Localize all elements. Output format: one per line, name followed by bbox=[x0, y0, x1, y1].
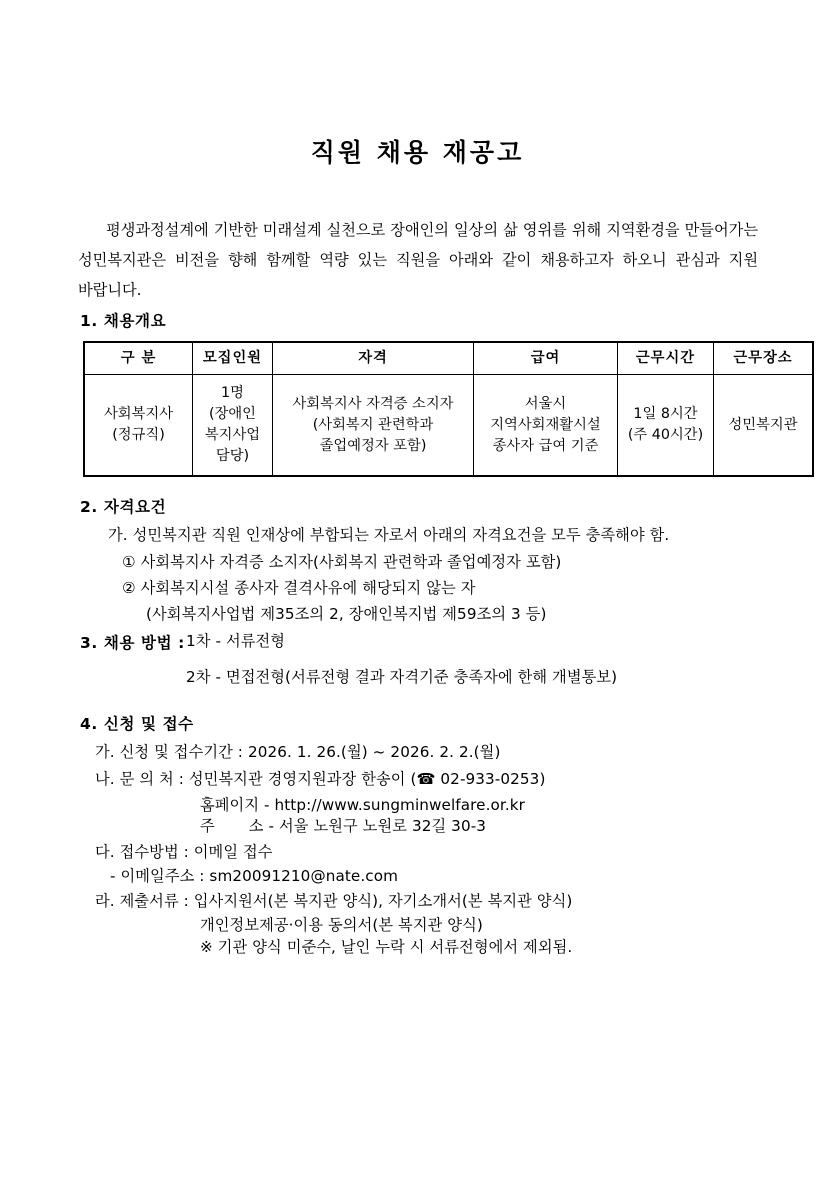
table-header-inwon: 모집인원 bbox=[193, 342, 273, 375]
page-title: 직원 채용 재공고 bbox=[310, 138, 525, 167]
recruit-table bbox=[83, 341, 814, 477]
section2-item-2: ② 사회복지시설 종사자 결격사유에 해당되지 않는 자 bbox=[122, 579, 476, 597]
section4-homepage-line bbox=[200, 795, 525, 816]
section-heading-1: 1. 채용개요 bbox=[80, 312, 167, 330]
table-header-geupyeo: 급여 bbox=[474, 342, 618, 375]
table-header-jagyeok: 자격 bbox=[273, 342, 474, 375]
section4-email-line: - 이메일주소 : sm20091210@nate.com bbox=[110, 867, 399, 885]
section4-note: ※ 기관 양식 미준수, 날인 누락 시 서류전형에서 제외됨. bbox=[200, 938, 573, 956]
cell-geupyeo: 서울시 지역사회재활시설 종사자 급여 기준 bbox=[474, 375, 618, 477]
cell-sigan: 1일 8시간 (주 40시간) bbox=[618, 375, 714, 477]
table-header-sigan: 근무시간 bbox=[618, 342, 714, 375]
section4-item-b: 나. 문 의 처 : 성민복지관 경영지원과장 한송이 (☎ 02-933-0253) bbox=[95, 770, 546, 788]
section4-item-c: 다. 접수방법 : 이메일 접수 bbox=[95, 843, 273, 861]
homepage-label: 홈페이지 - bbox=[200, 796, 275, 814]
cell-jagyeok: 사회복지사 자격증 소지자 (사회복지 관련학과 졸업예정자 포함) bbox=[273, 375, 474, 477]
table-row bbox=[84, 375, 813, 477]
section2-item-2-sub: (사회복지사업법 제35조의 2, 장애인복지법 제59조의 3 등) bbox=[146, 605, 547, 623]
recruit-table-wrapper bbox=[83, 341, 798, 477]
section-heading-3: 3. 채용 방법 : bbox=[80, 634, 185, 652]
section2-item-1: ① 사회복지사 자격증 소지자(사회복지 관련학과 졸업예정자 포함) bbox=[122, 553, 562, 571]
address-label-first: 주 bbox=[200, 817, 215, 835]
cell-gubun: 사회복지사 (정규직) bbox=[84, 375, 193, 477]
homepage-url: http://www.sungminwelfare.or.kr bbox=[274, 796, 526, 814]
section3-step-1: 1차 - 서류전형 bbox=[186, 632, 286, 650]
section3-step-2: 2차 - 면접전형(서류전형 결과 자격기준 충족자에 한해 개별통보) bbox=[186, 668, 618, 686]
section4-item-a: 가. 신청 및 접수기간 : 2026. 1. 26.(월) ~ 2026. 2. 2.(월) bbox=[95, 743, 501, 761]
table-header-gubun: 구 분 bbox=[84, 342, 193, 375]
address-label-second: 소 - bbox=[248, 817, 279, 835]
table-header-row bbox=[84, 342, 813, 375]
cell-jangso: 성민복지관 bbox=[714, 375, 814, 477]
address-value: 서울 노원구 노원로 32길 30-3 bbox=[279, 817, 487, 835]
section4-item-d: 라. 제출서류 : 입사지원서(본 복지관 양식), 자기소개서(본 복지관 양식) bbox=[95, 892, 573, 910]
section4-item-d-sub: 개인정보제공·이용 동의서(본 복지관 양식) bbox=[200, 916, 483, 934]
cell-inwon: 1명 (장애인 복지사업 담당) bbox=[193, 375, 273, 477]
section-heading-2: 2. 자격요건 bbox=[80, 498, 167, 516]
section-heading-4: 4. 신청 및 접수 bbox=[80, 715, 194, 733]
section2-item-a: 가. 성민복지관 직원 인재상에 부합되는 자로서 아래의 자격요건을 모두 충족해야 함. bbox=[108, 526, 670, 544]
table-header-jangso: 근무장소 bbox=[714, 342, 814, 375]
intro-paragraph: 평생과정설계에 기반한 미래설계 실천으로 장애인의 일상의 삶 영위를 위해 지역환경을 만들어가는 성민복지관은 비전을 향해 함께할 역량 있는 직원을 아래와 같이 채용하고자 하오니 관심과 지원 바랍니다. bbox=[78, 221, 758, 300]
section4-address-line bbox=[200, 816, 486, 837]
